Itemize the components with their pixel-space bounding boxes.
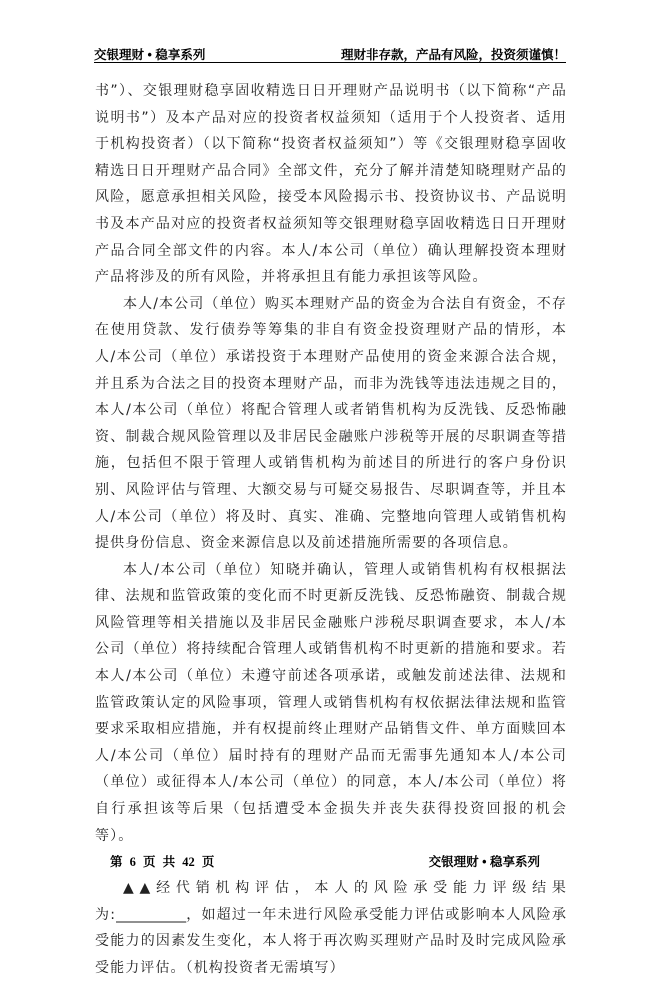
paragraph-risk-acknowledgement: 书”）、交银理财稳享固收精选日日开理财产品说明书（以下简称“产品说明书”）及本产品对应的投资者权益须知（适用于个人投资者、适用于机构投资者）（以下简称“投资者权益须知”）等《交银理财稳享固收精选日日开理财产品合同》全部文件，充分了解并清楚知晓理财产品的风险，愿意承担相关风险，接受本风险揭示书、投资协议书、产品说明书及本产品对应的投资者权益须知等交银理财稳享固收精选日日开理财产品合同全部文件的内容。本人/本公司（单位）确认理解投资本理财产品将涉及的所有风险，并将承担且有能力承担该等风险。 (95, 83, 567, 286)
header-risk-warning: 理财非存款，产品有风险，投资须谨慎！ (340, 48, 566, 62)
paragraph-aml-compliance: 本人/本公司（单位）知晓并确认，管理人或销售机构有权根据法律、法规和监管政策的变化而不时更新反洗钱、反恐怖融资、制裁合规风险管理等相关措施以及非居民金融账户涉税尽职调查要求，本人/本公司（单位）将持续配合管理人或销售机构不时更新的措施和要求。若本人/本公司（单位）未遵守前述各项承诺，或触发前述法律、法规和监管政策认定的风险事项，管理人或销售机构有权依据法律法规和监管要求采取相应措施，并有权提前终止理财产品销售文件、单方面赎回本人/本公司（单位）届时持有的理财产品而无需事先通知本人/本公司（单位）或征得本人/本公司（单位）的同意，本人/本公司（单位）将自行承担该等后果（包括遭受本金损失并丧失获得投资回报的机会等）。 (95, 561, 567, 844)
page-number-label: 第 6 页 共 42 页 (110, 855, 215, 869)
risk-rating-blank-field[interactable]: __________ (116, 906, 187, 923)
paragraph-funds-source: 本人/本公司（单位）购买本理财产品的资金为合法自有资金，不存在使用贷款、发行债券等筹集的非自有资金投资理财产品的情形，本人/本公司（单位）承诺投资于本理财产品使用的资金来源合法合规，并且系为合法之目的投资本理财产品，而非为洗钱等违法违规之目的，本人/本公司（单位）将配合管理人或者销售机构为反洗钱、反恐怖融资、制裁合规风险管理以及非居民金融账户涉税等开展的尽职调查等措施，包括但不限于管理人或销售机构为前述目的所进行的客户身份识别、风险评估与管理、大额交易与可疑交易报告、尽职调查等，并且本人/本公司（单位）将及时、真实、准确、完整地向管理人或销售机构提供身份信息、资金来源信息以及前述措施所需要的各项信息。 (95, 295, 567, 552)
page-footer (110, 852, 540, 870)
header-series-title: 交银理财 • 稳享系列 (94, 48, 206, 62)
page-header (94, 44, 566, 63)
risk-rating-prefix: ▲▲经代销机构评估，本人的风险承受能力评级结果为: (95, 880, 567, 923)
document-body (95, 78, 567, 982)
paragraph-risk-rating (95, 875, 567, 981)
footer-series-title: 交银理财 • 稳享系列 (428, 855, 540, 869)
risk-rating-suffix: ，如超过一年未进行风险承受能力评估或影响本人风险承受能力的因素发生变化，本人将于再次购买理财产品时及时完成风险承受能力评估。（机构投资者无需填写） (95, 906, 568, 976)
